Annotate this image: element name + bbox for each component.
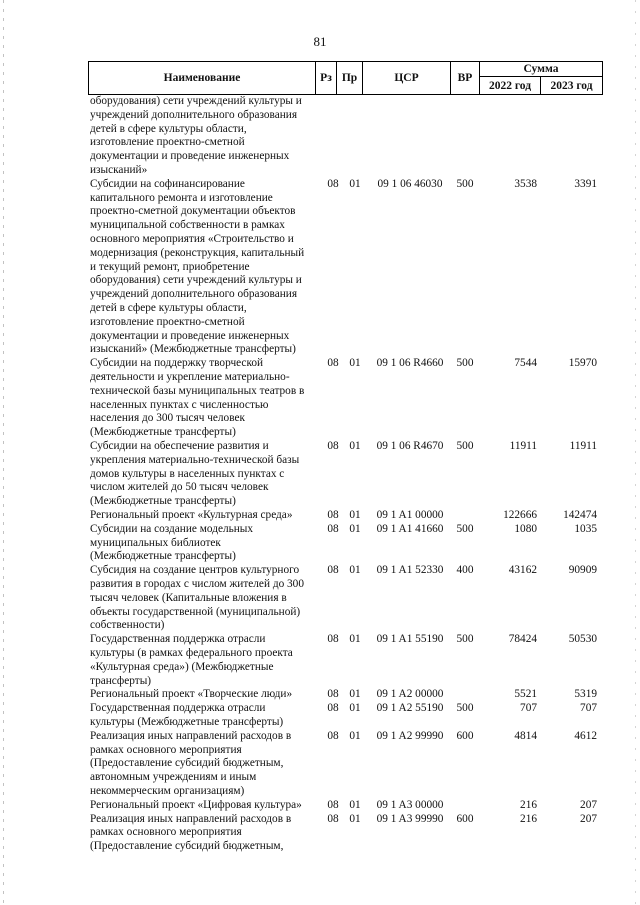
row-rz: 08	[327, 798, 339, 811]
row-sum-2022: 1080	[514, 522, 537, 535]
row-name	[90, 95, 320, 178]
row-name-line: (Межбюджетные трансферты)	[90, 550, 236, 563]
row-name-line: изготовление проектно-сметной	[90, 315, 245, 328]
row-name-line: оборудования) сети учреждений культуры и	[90, 95, 302, 107]
row-name-line: муниципальной собственности в рамках	[90, 219, 285, 232]
row-pr: 01	[349, 633, 361, 646]
row-name-line: детей в сфере культуры области,	[90, 301, 247, 314]
row-pr: 01	[349, 688, 361, 701]
row-name-line: детей в сфере культуры области,	[90, 122, 247, 135]
row-name-line: (Предоставление субсидий бюджетным,	[90, 840, 284, 853]
row-sum-2022: 11911	[509, 439, 537, 452]
row-name	[90, 799, 320, 813]
header-pr: Пр	[337, 62, 363, 94]
row-pr: 01	[349, 812, 361, 825]
row-name-line: некоммерческим организациям)	[90, 784, 245, 797]
row-name-line: числом жителей до 50 тысяч человек	[90, 481, 269, 494]
row-pr: 01	[349, 357, 361, 370]
row-sum-2022: 122666	[503, 508, 537, 521]
row-vr: 400	[456, 564, 474, 577]
row-pr: 01	[349, 798, 361, 811]
table-row	[0, 509, 640, 523]
row-vr: 600	[456, 729, 474, 742]
row-vr: 500	[456, 702, 474, 715]
row-name-line: документации и проведение инженерных	[90, 329, 290, 342]
header-vr: ВР	[451, 62, 480, 94]
row-name-line: и текущий ремонт, приобретение	[90, 260, 250, 273]
row-name-line: «Культурная среда») (Межбюджетные	[90, 660, 274, 673]
table-row	[0, 702, 640, 730]
row-name-line: развития в городах с числом жителей до 300	[90, 577, 304, 590]
row-name-line: населенных пунктах с численностью	[90, 398, 269, 411]
row-pr: 01	[349, 729, 361, 742]
row-pr: 01	[349, 508, 361, 521]
row-csr: 09 1 A2 99990	[376, 729, 444, 742]
table-row	[0, 633, 640, 688]
table-row	[0, 799, 640, 813]
row-name-line: объекты государственной (муниципальной)	[90, 605, 301, 618]
row-name-line: Региональный проект «Цифровая культура»	[90, 798, 302, 811]
row-sum-2023: 15970	[568, 357, 597, 370]
row-csr: 09 1 A1 52330	[376, 564, 444, 577]
row-csr: 09 1 06 R4660	[376, 357, 444, 370]
row-name-line: Государственная поддержка отрасли	[90, 633, 266, 646]
row-sum-2022: 216	[520, 798, 537, 811]
row-name-line: Субсидии на обеспечение развития и	[90, 439, 269, 452]
row-csr: 09 1 A1 55190	[376, 633, 444, 646]
table-row	[0, 440, 640, 509]
row-name-line: Субсидии на поддержку творческой	[90, 357, 264, 370]
row-name-line: Государственная поддержка отрасли	[90, 702, 266, 715]
row-sum-2023: 207	[580, 798, 597, 811]
row-sum-2022: 78424	[508, 633, 537, 646]
row-vr: 500	[456, 357, 474, 370]
row-rz: 08	[327, 702, 339, 715]
row-rz: 08	[327, 439, 339, 452]
table-row	[0, 688, 640, 702]
row-name-line: учреждений дополнительного образования	[90, 288, 298, 301]
row-sum-2023: 3391	[574, 177, 597, 190]
row-rz: 08	[327, 508, 339, 521]
table-row	[0, 564, 640, 633]
row-name-line: Реализация иных направлений расходов в	[90, 812, 292, 825]
row-name-line: собственности)	[90, 619, 165, 632]
header-name: Наименование	[89, 62, 316, 94]
row-rz: 08	[327, 729, 339, 742]
row-name-line: учреждений дополнительного образования	[90, 108, 298, 121]
row-sum-2023: 142474	[563, 508, 597, 521]
header-2023: 2023 год	[541, 77, 603, 94]
row-sum-2023: 11911	[569, 439, 597, 452]
row-pr: 01	[349, 522, 361, 535]
row-name-line: (Межбюджетные трансферты)	[90, 426, 236, 439]
row-vr: 500	[456, 633, 474, 646]
row-name-line: Региональный проект «Культурная среда»	[90, 508, 293, 521]
table-body	[0, 95, 640, 854]
row-sum-2022: 707	[520, 702, 537, 715]
row-name	[90, 730, 320, 799]
row-name-line: тысяч человек (Капитальные вложения в	[90, 591, 287, 604]
row-rz: 08	[327, 633, 339, 646]
page-number: 81	[313, 34, 327, 49]
row-sum-2022: 7544	[514, 357, 537, 370]
table-row	[0, 523, 640, 564]
row-pr: 01	[349, 439, 361, 452]
row-sum-2022: 5521	[514, 688, 537, 701]
row-name-line: (Предоставление субсидий бюджетным,	[90, 757, 284, 770]
row-name-line: документации и проведение инженерных	[90, 150, 290, 163]
row-vr: 500	[456, 522, 474, 535]
row-name-line: проектно-сметной документации объектов	[90, 205, 296, 218]
row-rz: 08	[327, 522, 339, 535]
header-rz: Рз	[316, 62, 337, 94]
row-sum-2022: 216	[520, 812, 537, 825]
row-rz: 08	[327, 812, 339, 825]
row-vr: 500	[456, 177, 474, 190]
row-csr: 09 1 A2 00000	[376, 688, 444, 701]
row-sum-2022: 3538	[514, 177, 537, 190]
row-name-line: трансферты)	[90, 674, 152, 687]
row-name-line: культуры (Межбюджетные трансферты)	[90, 715, 284, 728]
row-pr: 01	[349, 177, 361, 190]
row-sum-2023: 1035	[574, 522, 597, 535]
row-name	[90, 813, 320, 854]
table-row	[0, 178, 640, 357]
row-csr: 09 1 A3 00000	[376, 798, 444, 811]
row-rz: 08	[327, 688, 339, 701]
row-csr: 09 1 06 46030	[377, 177, 443, 190]
row-name-line: Региональный проект «Творческие люди»	[90, 688, 293, 701]
table-row	[0, 95, 640, 178]
row-name	[90, 688, 320, 702]
row-name-line: изысканий» (Межбюджетные трансферты)	[90, 343, 296, 356]
row-sum-2023: 207	[580, 812, 597, 825]
row-sum-2022: 4814	[514, 729, 537, 742]
row-name-line: модернизация (реконструкция, капитальный	[90, 246, 305, 259]
table-row	[0, 357, 640, 440]
row-name-line: домов культуры в населенных пунктах с	[90, 467, 285, 480]
row-name-line: деятельности и укрепление материально-	[90, 370, 290, 383]
row-sum-2023: 4612	[574, 729, 597, 742]
row-name-line: культуры (в рамках федерального проекта	[90, 646, 293, 659]
row-rz: 08	[327, 177, 339, 190]
row-name	[90, 633, 320, 688]
row-name-line: основного мероприятия «Строительство и	[90, 232, 294, 245]
row-sum-2023: 90909	[568, 564, 597, 577]
row-name-line: муниципальных библиотек	[90, 536, 221, 549]
row-name	[90, 509, 320, 523]
row-name-line: автономным учреждениям и иным	[90, 771, 257, 784]
header-sum: Сумма	[480, 62, 603, 77]
row-vr: 600	[456, 812, 474, 825]
row-rz: 08	[327, 564, 339, 577]
row-name	[90, 702, 320, 730]
row-name-line: Субсидии на создание модельных	[90, 522, 254, 535]
row-csr: 09 1 A3 99990	[376, 812, 444, 825]
row-name	[90, 440, 320, 509]
row-name-line: изысканий»	[90, 163, 148, 176]
table-row	[0, 730, 640, 799]
row-csr: 09 1 A2 55190	[376, 702, 444, 715]
row-name-line: населения до 300 тысяч человек	[90, 412, 245, 425]
row-vr: 500	[456, 439, 474, 452]
row-rz: 08	[327, 357, 339, 370]
row-name-line: Субсидия на создание центров культурного	[90, 564, 300, 577]
row-name	[90, 523, 320, 564]
row-name	[90, 564, 320, 633]
row-csr: 09 1 A1 00000	[376, 508, 444, 521]
table-header	[88, 61, 603, 95]
table-row	[0, 813, 640, 854]
row-name-line: Реализация иных направлений расходов в	[90, 729, 292, 742]
row-name-line: капитального ремонта и изготовление	[90, 191, 273, 204]
row-name-line: оборудования) сети учреждений культуры и	[90, 274, 302, 287]
row-name-line: рамках основного мероприятия	[90, 743, 242, 756]
row-name-line: рамках основного мероприятия	[90, 826, 242, 839]
row-name-line: изготовление проектно-сметной	[90, 136, 245, 149]
row-name-line: укрепления материально-технической базы	[90, 453, 300, 466]
row-name-line: (Межбюджетные трансферты)	[90, 495, 236, 508]
header-2022: 2022 год	[480, 77, 541, 94]
row-sum-2023: 5319	[574, 688, 597, 701]
row-pr: 01	[349, 564, 361, 577]
row-name	[90, 178, 320, 357]
row-sum-2022: 43162	[508, 564, 537, 577]
row-sum-2023: 50530	[568, 633, 597, 646]
row-name	[90, 357, 320, 440]
row-csr: 09 1 A1 41660	[376, 522, 444, 535]
row-csr: 09 1 06 R4670	[376, 439, 444, 452]
row-pr: 01	[349, 702, 361, 715]
header-csr: ЦСР	[363, 62, 451, 94]
row-name-line: Субсидии на софинансирование	[90, 177, 245, 190]
row-sum-2023: 707	[580, 702, 597, 715]
row-name-line: технической базы муниципальных театров в	[90, 384, 305, 397]
